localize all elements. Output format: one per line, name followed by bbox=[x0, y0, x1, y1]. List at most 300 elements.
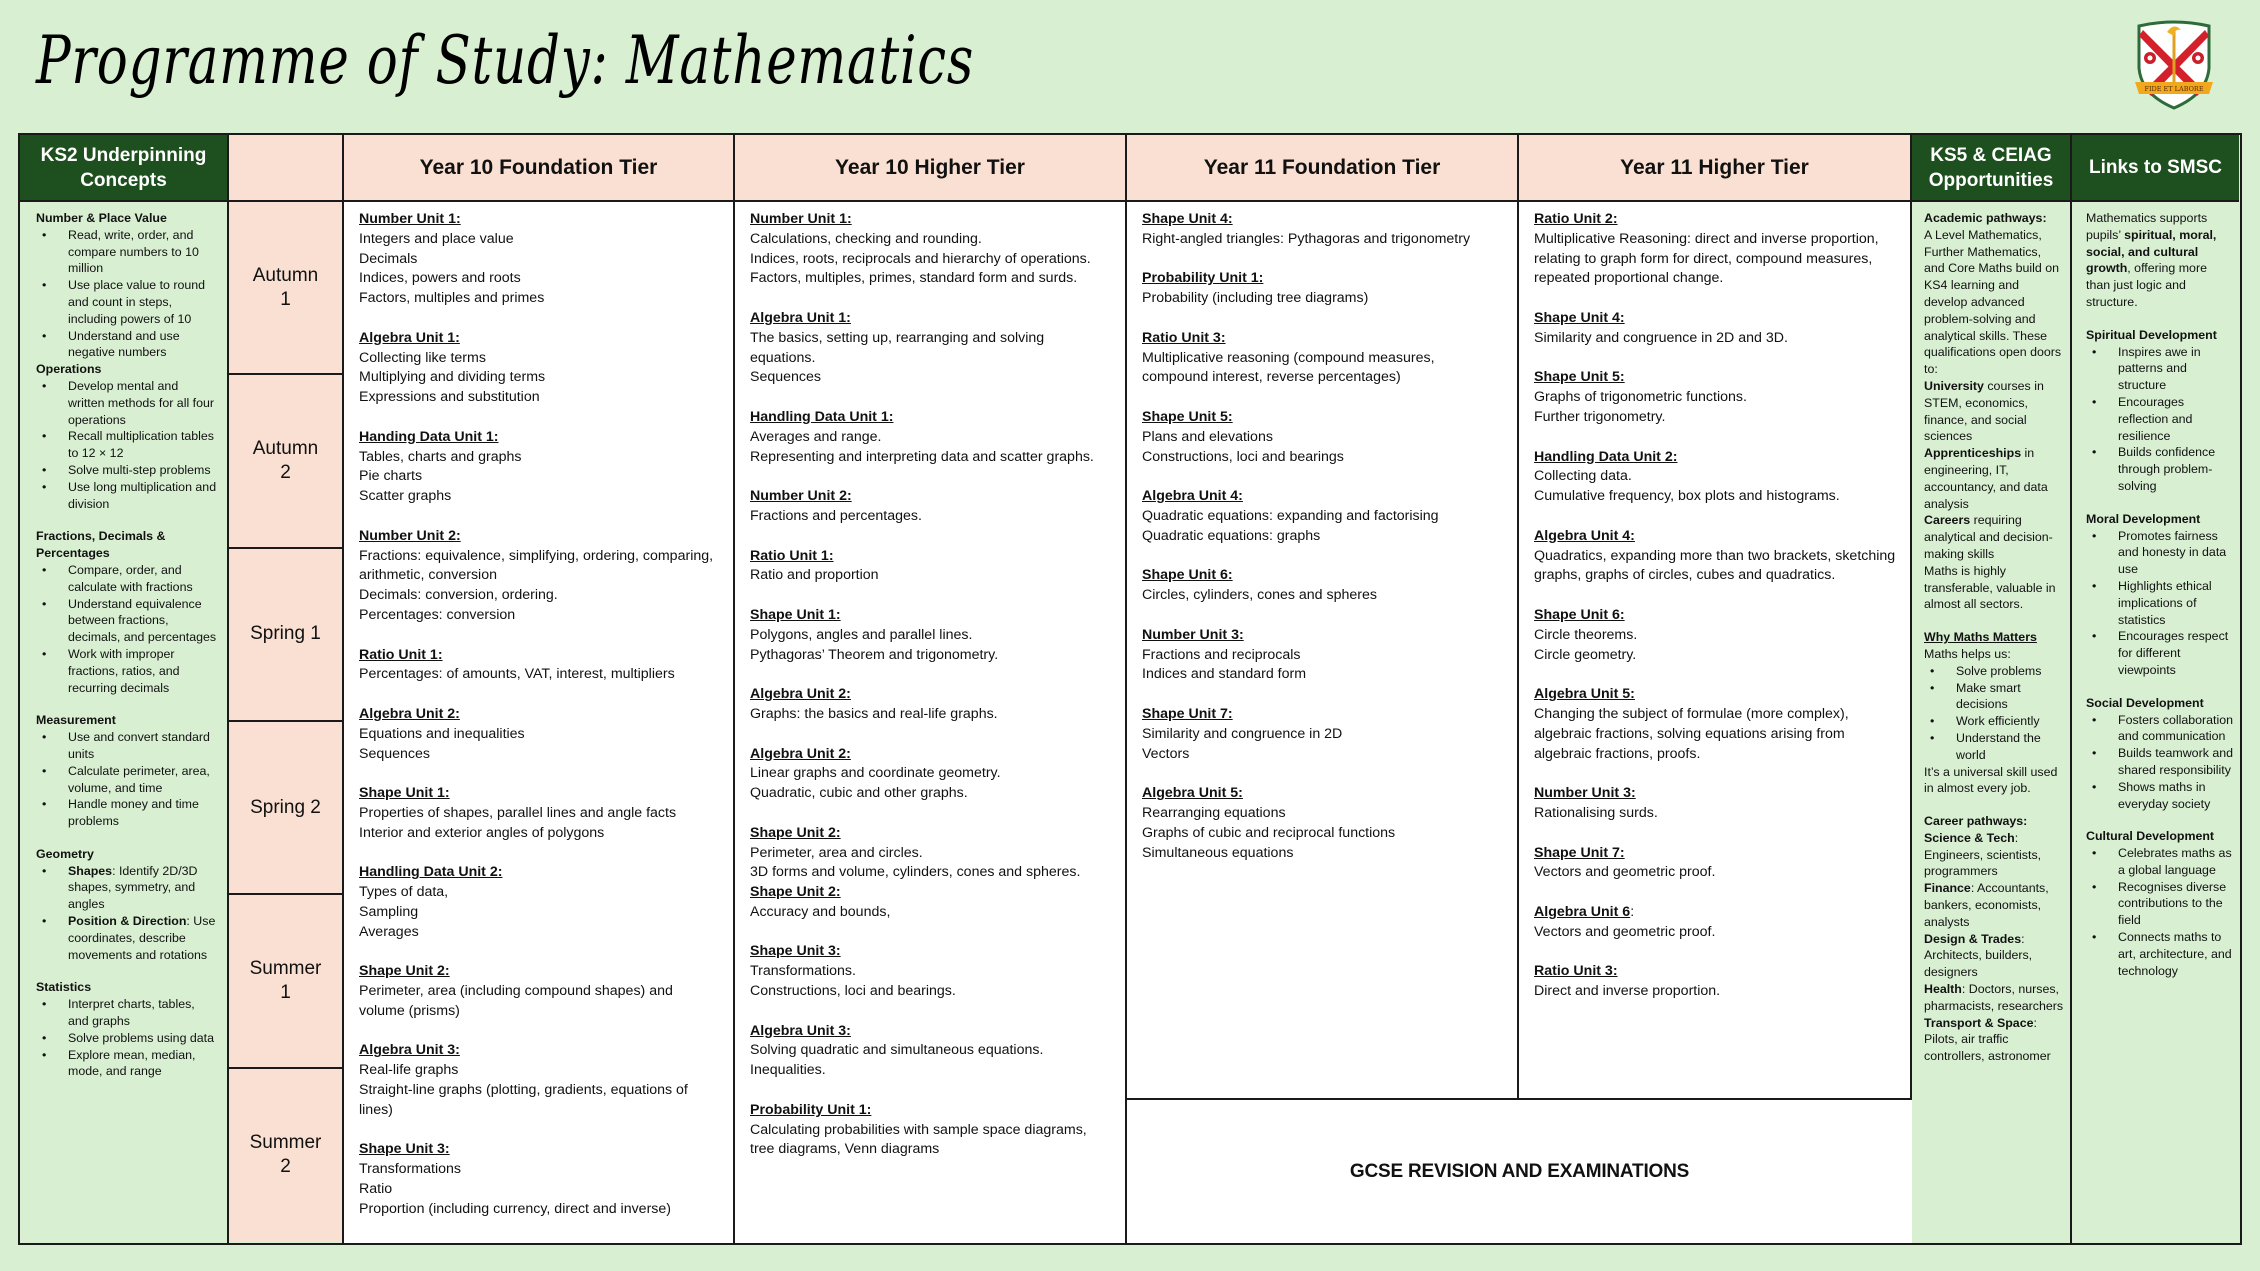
ks2-section-list bbox=[36, 378, 217, 512]
unit-topic: Sequences bbox=[359, 745, 430, 762]
career-item bbox=[1924, 830, 2064, 880]
unit-block bbox=[750, 745, 1111, 804]
unit-topic: Indices and standard form bbox=[1142, 666, 1307, 683]
ks2-item: • Solve multi-step problems bbox=[36, 462, 217, 479]
unit-block bbox=[359, 863, 719, 942]
unit-title bbox=[359, 329, 719, 349]
unit-topic: Quadratic equations: graphs bbox=[1142, 527, 1321, 544]
pathway-item-text: courses in STEM, economics, finance, and social sciences bbox=[1924, 378, 2044, 444]
unit-title bbox=[359, 210, 719, 230]
unit-block bbox=[1534, 368, 1896, 427]
unit-topic: Fractions and percentages. bbox=[750, 507, 922, 524]
unit-topic: Quadratic equations: expanding and factorising bbox=[1142, 507, 1439, 524]
unit-title-text: Algebra Unit 4: bbox=[1534, 527, 1635, 544]
unit-topic: Equations and inequalities bbox=[359, 725, 525, 742]
unit-title-text: Shape Unit 3: bbox=[750, 943, 841, 960]
unit-block bbox=[1534, 606, 1896, 665]
term-label: Summer 2 bbox=[229, 1069, 342, 1242]
ks2-item: • Use and convert standard units bbox=[36, 729, 217, 763]
unit-topic: Tables, charts and graphs bbox=[359, 448, 522, 465]
unit-topic: The basics, setting up, rearranging and solving equations. bbox=[750, 329, 1045, 366]
unit-topic: Right-angled triangles: Pythagoras and trigonometry bbox=[1142, 230, 1471, 247]
unit-topic: Sequences bbox=[750, 369, 821, 386]
unit-title-text: Handling Data Unit 2: bbox=[359, 864, 503, 881]
ks2-item-bold: Position & Direction bbox=[68, 914, 187, 929]
unit-topic: Decimals bbox=[359, 250, 418, 267]
unit-topic: Calculations, checking and rounding. bbox=[750, 230, 982, 247]
unit-block bbox=[750, 685, 1111, 725]
unit-title bbox=[750, 685, 1111, 705]
unit-topic: Averages bbox=[359, 923, 419, 940]
ks2-content bbox=[20, 202, 227, 1243]
unit-topic: Linear graphs and coordinate geometry. bbox=[750, 765, 1001, 782]
unit-topic: Probability (including tree diagrams) bbox=[1142, 290, 1369, 307]
unit-block bbox=[359, 646, 719, 686]
unit-topic: Scatter graphs bbox=[359, 488, 452, 505]
unit-title-text: Algebra Unit 2: bbox=[750, 745, 851, 762]
career-item-text: : Pilots, air traffic controllers, astronomer bbox=[1924, 1015, 2051, 1064]
career-item bbox=[1924, 1015, 2064, 1065]
unit-title-text: Number Unit 1: bbox=[750, 211, 852, 227]
unit-title bbox=[1142, 487, 1503, 507]
unit-topic: Pie charts bbox=[359, 468, 423, 485]
unit-title-text: Handling Data Unit 1: bbox=[750, 408, 894, 425]
page-title: Programme of Study: Mathematics bbox=[36, 22, 975, 99]
ks2-item: • Work with improper fractions, ratios, and recurring decimals bbox=[36, 646, 217, 696]
unit-topic: Multiplying and dividing terms bbox=[359, 369, 546, 386]
unit-topic: Factors, multiples and primes bbox=[359, 290, 545, 307]
academic-text: A Level Mathematics, Further Mathematics, and Core Maths build on KS4 learning and develop advanced problem-solving and analytical skills. These qualifications open doors to: bbox=[1924, 227, 2062, 377]
unit-title-text: Probability Unit 1: bbox=[1142, 270, 1264, 287]
unit-title bbox=[750, 883, 1111, 903]
unit-topic: Graphs of trigonometric functions. bbox=[1534, 389, 1747, 406]
career-item-text: : Doctors, nurses, pharmacists, researchers bbox=[1924, 982, 2064, 1013]
smsc-item: • Promotes fairness and honesty in data use bbox=[2086, 528, 2233, 578]
smsc-section-heading: Moral Development bbox=[2086, 511, 2201, 526]
unit-title-text: Shape Unit 4: bbox=[1142, 211, 1233, 227]
unit-topic: Properties of shapes, parallel lines and angle facts bbox=[359, 804, 677, 821]
unit-title bbox=[1142, 408, 1503, 428]
ks2-section-heading: Measurement bbox=[36, 713, 116, 728]
unit-title bbox=[750, 745, 1111, 765]
unit-title bbox=[750, 942, 1111, 962]
unit-topic: Quadratic, cubic and other graphs. bbox=[750, 785, 968, 802]
unit-topic: Collecting like terms bbox=[359, 349, 486, 366]
smsc-header: Links to SMSC bbox=[2072, 135, 2239, 202]
unit-title-text: Handing Data Unit 1: bbox=[359, 428, 499, 445]
unit-topic: Straight-line graphs (plotting, gradients, equations of lines) bbox=[359, 1082, 688, 1118]
unit-title-text: Shape Unit 3: bbox=[359, 1141, 450, 1158]
unit-title-text: Algebra Unit 3: bbox=[359, 1042, 460, 1059]
unit-topic: Indices, powers and roots bbox=[359, 270, 521, 287]
pathway-item bbox=[1924, 512, 2064, 562]
ks2-item: • Develop mental and written methods for all four operations bbox=[36, 378, 217, 428]
career-item bbox=[1924, 931, 2064, 981]
unit-title bbox=[1534, 784, 1896, 804]
why-item: • Solve problems bbox=[1924, 663, 2064, 680]
unit-block bbox=[1534, 844, 1896, 884]
unit-topic: Fractions and reciprocals bbox=[1142, 646, 1301, 663]
unit-block bbox=[750, 487, 1111, 527]
unit-title bbox=[1534, 903, 1896, 923]
y11-higher-units bbox=[1519, 202, 1910, 1243]
pathway-item bbox=[1924, 445, 2064, 512]
career-item-bold: Health bbox=[1924, 982, 1962, 997]
unit-topic: Averages and range. bbox=[750, 428, 882, 445]
unit-title-text: Shape Unit 5: bbox=[1142, 408, 1233, 425]
ks5-ceiag-column bbox=[1912, 135, 2072, 1243]
unit-title bbox=[1142, 210, 1503, 230]
unit-block bbox=[359, 428, 719, 507]
unit-title-text: Algebra Unit 6 bbox=[1534, 903, 1631, 920]
unit-title bbox=[750, 210, 1111, 230]
unit-title-text: Number Unit 2: bbox=[750, 488, 852, 505]
unit-block bbox=[1534, 527, 1896, 586]
unit-title bbox=[1142, 269, 1503, 289]
unit-block bbox=[1534, 784, 1896, 824]
unit-title bbox=[750, 1101, 1111, 1121]
unit-block bbox=[1534, 448, 1896, 507]
unit-title bbox=[1142, 566, 1503, 586]
unit-title-text: Algebra Unit 1: bbox=[359, 329, 460, 346]
unit-block bbox=[359, 705, 719, 764]
unit-title-text: Shape Unit 7: bbox=[1534, 844, 1625, 861]
smsc-item: • Recognises diverse contributions to the field bbox=[2086, 879, 2233, 929]
unit-title bbox=[1142, 329, 1503, 349]
smsc-intro-b: , offering more than just logic and structure. bbox=[2086, 261, 2207, 309]
unit-topic: Graphs: the basics and real-life graphs. bbox=[750, 705, 998, 722]
term-label: Autumn 2 bbox=[229, 375, 342, 548]
unit-title bbox=[750, 547, 1111, 567]
unit-title bbox=[359, 646, 719, 666]
ks2-section-list bbox=[36, 863, 217, 964]
smsc-item: • Encourages respect for different viewpoints bbox=[2086, 628, 2233, 678]
unit-title-text: Algebra Unit 2: bbox=[750, 686, 851, 703]
unit-block bbox=[359, 329, 719, 408]
unit-title-text: Shape Unit 6: bbox=[1142, 567, 1233, 584]
unit-block bbox=[1142, 566, 1503, 606]
smsc-list bbox=[2086, 845, 2233, 979]
unit-title-text: Algebra Unit 5: bbox=[1142, 785, 1243, 802]
smsc-item: • Inspires awe in patterns and structure bbox=[2086, 344, 2233, 394]
transferable-text: Maths is highly transferable, valuable in almost all sectors. bbox=[1924, 563, 2056, 612]
unit-topic: Direct and inverse proportion. bbox=[1534, 983, 1721, 1000]
unit-block bbox=[750, 408, 1111, 467]
smsc-list bbox=[2086, 528, 2233, 679]
ks2-item: • Recall multiplication tables to 12 × 12 bbox=[36, 428, 217, 462]
ks2-column bbox=[20, 135, 229, 1243]
unit-topic: Circles, cylinders, cones and spheres bbox=[1142, 587, 1377, 604]
ks2-section-heading: Fractions, Decimals & Percentages bbox=[36, 529, 166, 561]
spacer bbox=[2086, 679, 2233, 695]
ks2-item: • Compare, order, and calculate with fractions bbox=[36, 562, 217, 596]
gcse-revision-block: GCSE REVISION AND EXAMINATIONS bbox=[1127, 1098, 1912, 1243]
unit-title-text: Ratio Unit 1: bbox=[750, 547, 834, 564]
smsc-section-heading: Social Development bbox=[2086, 695, 2204, 710]
y10-higher-units bbox=[735, 202, 1125, 1243]
spacer bbox=[2086, 311, 2233, 327]
unit-topic: Sampling bbox=[359, 903, 419, 920]
ks2-item-text: : Identify 2D/3D shapes, symmetry, and angles bbox=[68, 863, 198, 912]
unit-topic: Constructions, loci and bearings bbox=[1142, 448, 1344, 465]
y10-foundation-units bbox=[344, 202, 733, 1243]
ks2-item: • Use long multiplication and division bbox=[36, 479, 217, 513]
term-column bbox=[229, 135, 344, 1243]
ks2-header: KS2 Underpinning Concepts bbox=[20, 135, 227, 202]
unit-title bbox=[359, 1041, 719, 1061]
unit-topic: Solving quadratic and simultaneous equations. bbox=[750, 1042, 1044, 1059]
unit-topic: Quadratics, expanding more than two brackets, sketching graphs, graphs of circles, cubes and quadratics. bbox=[1534, 547, 1896, 584]
ks2-item bbox=[36, 913, 217, 963]
unit-topic: Collecting data. bbox=[1534, 468, 1632, 485]
unit-topic: Percentages: of amounts, VAT, interest, multipliers bbox=[359, 666, 675, 683]
unit-topic: Pythagoras’ Theorem and trigonometry. bbox=[750, 646, 999, 663]
unit-topic: Circle geometry. bbox=[1534, 646, 1637, 663]
y11-foundation-column bbox=[1127, 135, 1519, 1243]
smsc-intro bbox=[2086, 210, 2233, 311]
smsc-item: • Connects maths to art, architecture, and technology bbox=[2086, 929, 2233, 979]
career-item-bold: Finance bbox=[1924, 881, 1971, 896]
unit-title bbox=[750, 408, 1111, 428]
unit-block bbox=[359, 1140, 719, 1219]
unit-title-text: Shape Unit 6: bbox=[1534, 606, 1625, 623]
unit-block bbox=[750, 883, 1111, 923]
unit-block bbox=[359, 962, 719, 1021]
spacer bbox=[1924, 613, 2064, 629]
unit-topic: Transformations. bbox=[750, 963, 856, 980]
career-heading: Career pathways: bbox=[1924, 814, 2028, 829]
pathway-item bbox=[1924, 378, 2064, 445]
unit-title bbox=[1142, 705, 1503, 725]
unit-topic: Vectors and geometric proof. bbox=[1534, 864, 1716, 881]
unit-title bbox=[1534, 210, 1896, 230]
unit-title-suffix: : bbox=[1630, 903, 1635, 920]
smsc-item: • Fosters collaboration and communication bbox=[2086, 712, 2233, 746]
unit-topic: Constructions, loci and bearings. bbox=[750, 983, 956, 1000]
ks2-section-heading: Number & Place Value bbox=[36, 211, 167, 225]
unit-title bbox=[1534, 368, 1896, 388]
why-list bbox=[1924, 663, 2064, 764]
unit-block bbox=[1142, 269, 1503, 309]
spacer bbox=[36, 512, 217, 528]
unit-block bbox=[750, 824, 1111, 883]
why-item: • Understand the world bbox=[1924, 730, 2064, 764]
unit-topic: Perimeter, area and circles. bbox=[750, 844, 923, 861]
ks2-item-text: : Use coordinates, describe movements and rotations bbox=[68, 914, 216, 962]
ks5-ceiag-header: KS5 & CEIAG Opportunities bbox=[1912, 135, 2070, 202]
unit-topic: Changing the subject of formulae (more complex), algebraic fractions, solving equations arising from algebraic fractions, proofs. bbox=[1534, 705, 1849, 762]
unit-topic: Fractions: equivalence, simplifying, ordering, comparing, arithmetic, conversion bbox=[359, 547, 714, 584]
ks2-item-bold: Shapes bbox=[68, 863, 113, 878]
unit-block bbox=[750, 1101, 1111, 1160]
unit-block bbox=[1142, 784, 1503, 863]
unit-block bbox=[359, 527, 719, 626]
term-header bbox=[229, 135, 342, 202]
unit-title bbox=[359, 1140, 719, 1160]
unit-block bbox=[1142, 329, 1503, 388]
unit-title-text: Shape Unit 4: bbox=[1534, 309, 1625, 326]
ks2-section-list bbox=[36, 996, 217, 1080]
career-item-text: : Engineers, scientists, programmers bbox=[1924, 830, 2042, 879]
y11-higher-column bbox=[1519, 135, 1912, 1243]
career-item-bold: Transport & Space bbox=[1924, 1015, 2034, 1030]
spacer bbox=[36, 696, 217, 712]
unit-block bbox=[1534, 903, 1896, 943]
unit-block bbox=[1534, 685, 1896, 764]
unit-topic: Similarity and congruence in 2D and 3D. bbox=[1534, 329, 1788, 346]
unit-title bbox=[1142, 784, 1503, 804]
unit-block bbox=[1534, 962, 1896, 1002]
unit-title bbox=[750, 487, 1111, 507]
why-intro: Maths helps us: bbox=[1924, 646, 2011, 661]
unit-block bbox=[750, 606, 1111, 665]
unit-title-text: Algebra Unit 1: bbox=[750, 309, 851, 326]
ks2-section-heading: Geometry bbox=[36, 846, 94, 861]
unit-topic: Multiplicative reasoning (compound measures, compound interest, reverse percentages) bbox=[1142, 349, 1435, 386]
unit-block bbox=[750, 547, 1111, 587]
unit-title-text: Algebra Unit 2: bbox=[359, 705, 460, 722]
unit-title bbox=[750, 824, 1111, 844]
unit-title bbox=[359, 863, 719, 883]
unit-topic: 3D forms and volume, cylinders, cones and spheres. bbox=[750, 864, 1081, 881]
unit-topic: Accuracy and bounds, bbox=[750, 903, 891, 920]
unit-title-text: Number Unit 1: bbox=[359, 211, 461, 227]
career-item-text: : Accountants, bankers, economists, analysts bbox=[1924, 881, 2049, 929]
unit-block bbox=[359, 784, 719, 843]
unit-topic: Similarity and congruence in 2D bbox=[1142, 725, 1343, 742]
ks2-section-heading: Operations bbox=[36, 362, 102, 377]
smsc-item: • Highlights ethical implications of statistics bbox=[2086, 578, 2233, 628]
unit-title bbox=[1142, 626, 1503, 646]
unit-title bbox=[359, 962, 719, 982]
ks2-item: • Understand equivalence between fractions, decimals, and percentages bbox=[36, 596, 217, 646]
unit-topic: Ratio and proportion bbox=[750, 567, 879, 584]
unit-block bbox=[359, 210, 719, 309]
smsc-item: • Builds confidence through problem-solving bbox=[2086, 444, 2233, 494]
ks2-item: • Handle money and time problems bbox=[36, 796, 217, 830]
unit-topic: Inequalities. bbox=[750, 1062, 826, 1079]
unit-title bbox=[1534, 527, 1896, 547]
unit-topic: Simultaneous equations bbox=[1142, 844, 1294, 861]
ks2-item: • Calculate perimeter, area, volume, and time bbox=[36, 763, 217, 797]
unit-title-text: Handling Data Unit 2: bbox=[1534, 448, 1678, 465]
unit-topic: Proportion (including currency, direct and inverse) bbox=[359, 1200, 672, 1217]
career-item-bold: Design & Trades bbox=[1924, 931, 2022, 946]
term-label: Autumn 1 bbox=[229, 202, 342, 375]
pathway-item-bold: Apprenticeships bbox=[1924, 446, 2022, 461]
unit-title bbox=[1534, 606, 1896, 626]
unit-title bbox=[750, 309, 1111, 329]
unit-block bbox=[750, 1022, 1111, 1081]
term-label: Spring 1 bbox=[229, 549, 342, 722]
unit-topic: Integers and place value bbox=[359, 230, 514, 247]
ks2-item bbox=[36, 863, 217, 913]
unit-title-text: Shape Unit 2: bbox=[750, 884, 841, 901]
y10-foundation-header: Year 10 Foundation Tier bbox=[344, 135, 733, 202]
unit-block bbox=[750, 210, 1111, 289]
crest-motto: FIDE ET LABORE bbox=[2144, 85, 2204, 93]
unit-block bbox=[1142, 408, 1503, 467]
y11-foundation-units bbox=[1127, 202, 1517, 1243]
pathway-item-bold: Careers bbox=[1924, 513, 1971, 528]
y10-higher-column bbox=[735, 135, 1127, 1243]
unit-title-text: Ratio Unit 3: bbox=[1142, 329, 1226, 346]
smsc-content bbox=[2072, 202, 2239, 1243]
term-label: Summer 1 bbox=[229, 895, 342, 1068]
unit-block bbox=[1142, 487, 1503, 546]
ks2-item: • Solve problems using data bbox=[36, 1030, 217, 1047]
unit-topic: Rearranging equations bbox=[1142, 804, 1286, 821]
ks2-item: • Read, write, order, and compare numbers to 10 million bbox=[36, 227, 217, 277]
unit-topic: Calculating probabilities with sample space diagrams, tree diagrams, Venn diagrams bbox=[750, 1121, 1087, 1158]
smsc-section-heading: Spiritual Development bbox=[2086, 327, 2217, 342]
unit-block bbox=[1142, 705, 1503, 764]
unit-title bbox=[1534, 685, 1896, 705]
spacer bbox=[36, 830, 217, 846]
unit-title-text: Ratio Unit 3: bbox=[1534, 963, 1618, 980]
pathway-item-bold: University bbox=[1924, 378, 1984, 393]
smsc-column bbox=[2072, 135, 2239, 1243]
career-item-text: : Architects, builders, designers bbox=[1924, 931, 2033, 980]
why-item: • Make smart decisions bbox=[1924, 680, 2064, 714]
unit-topic: Representing and interpreting data and scatter graphs. bbox=[750, 448, 1094, 465]
unit-topic: Indices, roots, reciprocals and hierarchy of operations. bbox=[750, 250, 1091, 267]
unit-topic: Circle theorems. bbox=[1534, 626, 1638, 643]
ks2-section-list bbox=[36, 562, 217, 696]
unit-title-text: Number Unit 3: bbox=[1142, 626, 1244, 643]
y10-foundation-column bbox=[344, 135, 735, 1243]
unit-topic: Vectors bbox=[1142, 745, 1190, 762]
smsc-item: • Celebrates maths as a global language bbox=[2086, 845, 2233, 879]
academic-heading: Academic pathways: bbox=[1924, 211, 2047, 225]
unit-title-text: Shape Unit 2: bbox=[750, 824, 841, 841]
universal-text: It’s a universal skill used in almost every job. bbox=[1924, 764, 2058, 796]
unit-title-text: Shape Unit 7: bbox=[1142, 705, 1233, 722]
ks2-item: • Understand and use negative numbers bbox=[36, 328, 217, 362]
smsc-intro-bold: spiritual, moral, social, and cultural growth bbox=[2086, 227, 2217, 276]
y11-higher-header: Year 11 Higher Tier bbox=[1519, 135, 1910, 202]
pathway-item-text: in engineering, IT, accountancy, and data analysis bbox=[1924, 446, 2048, 511]
unit-title-text: Ratio Unit 1: bbox=[359, 646, 443, 663]
ks2-item: • Explore mean, median, mode, and range bbox=[36, 1047, 217, 1081]
unit-title bbox=[359, 784, 719, 804]
unit-topic: Factors, multiples, primes, standard form and surds. bbox=[750, 270, 1078, 287]
career-item-bold: Science & Tech bbox=[1924, 830, 2015, 845]
smsc-list bbox=[2086, 712, 2233, 813]
ks2-item: • Use place value to round and count in steps, including powers of 10 bbox=[36, 277, 217, 327]
unit-topic: Interior and exterior angles of polygons bbox=[359, 824, 605, 841]
unit-title bbox=[359, 527, 719, 547]
unit-title bbox=[1534, 309, 1896, 329]
unit-title bbox=[1534, 962, 1896, 982]
ks2-section-heading: Statistics bbox=[36, 980, 92, 995]
unit-topic: Expressions and substitution bbox=[359, 389, 540, 406]
smsc-item: • Builds teamwork and shared responsibility bbox=[2086, 745, 2233, 779]
why-heading: Why Maths Matters bbox=[1924, 630, 2037, 645]
y10-higher-header: Year 10 Higher Tier bbox=[735, 135, 1125, 202]
unit-block bbox=[1142, 210, 1503, 250]
unit-topic: Types of data, bbox=[359, 884, 449, 901]
unit-block bbox=[1534, 309, 1896, 349]
career-item bbox=[1924, 981, 2064, 1015]
ks5-ceiag-content bbox=[1912, 202, 2070, 1243]
unit-topic: Graphs of cubic and reciprocal functions bbox=[1142, 824, 1396, 841]
unit-topic: Real-life graphs bbox=[359, 1062, 459, 1079]
unit-topic: Plans and elevations bbox=[1142, 428, 1273, 445]
smsc-item: • Shows maths in everyday society bbox=[2086, 779, 2233, 813]
unit-topic: Ratio bbox=[359, 1181, 393, 1198]
spacer bbox=[1924, 797, 2064, 813]
